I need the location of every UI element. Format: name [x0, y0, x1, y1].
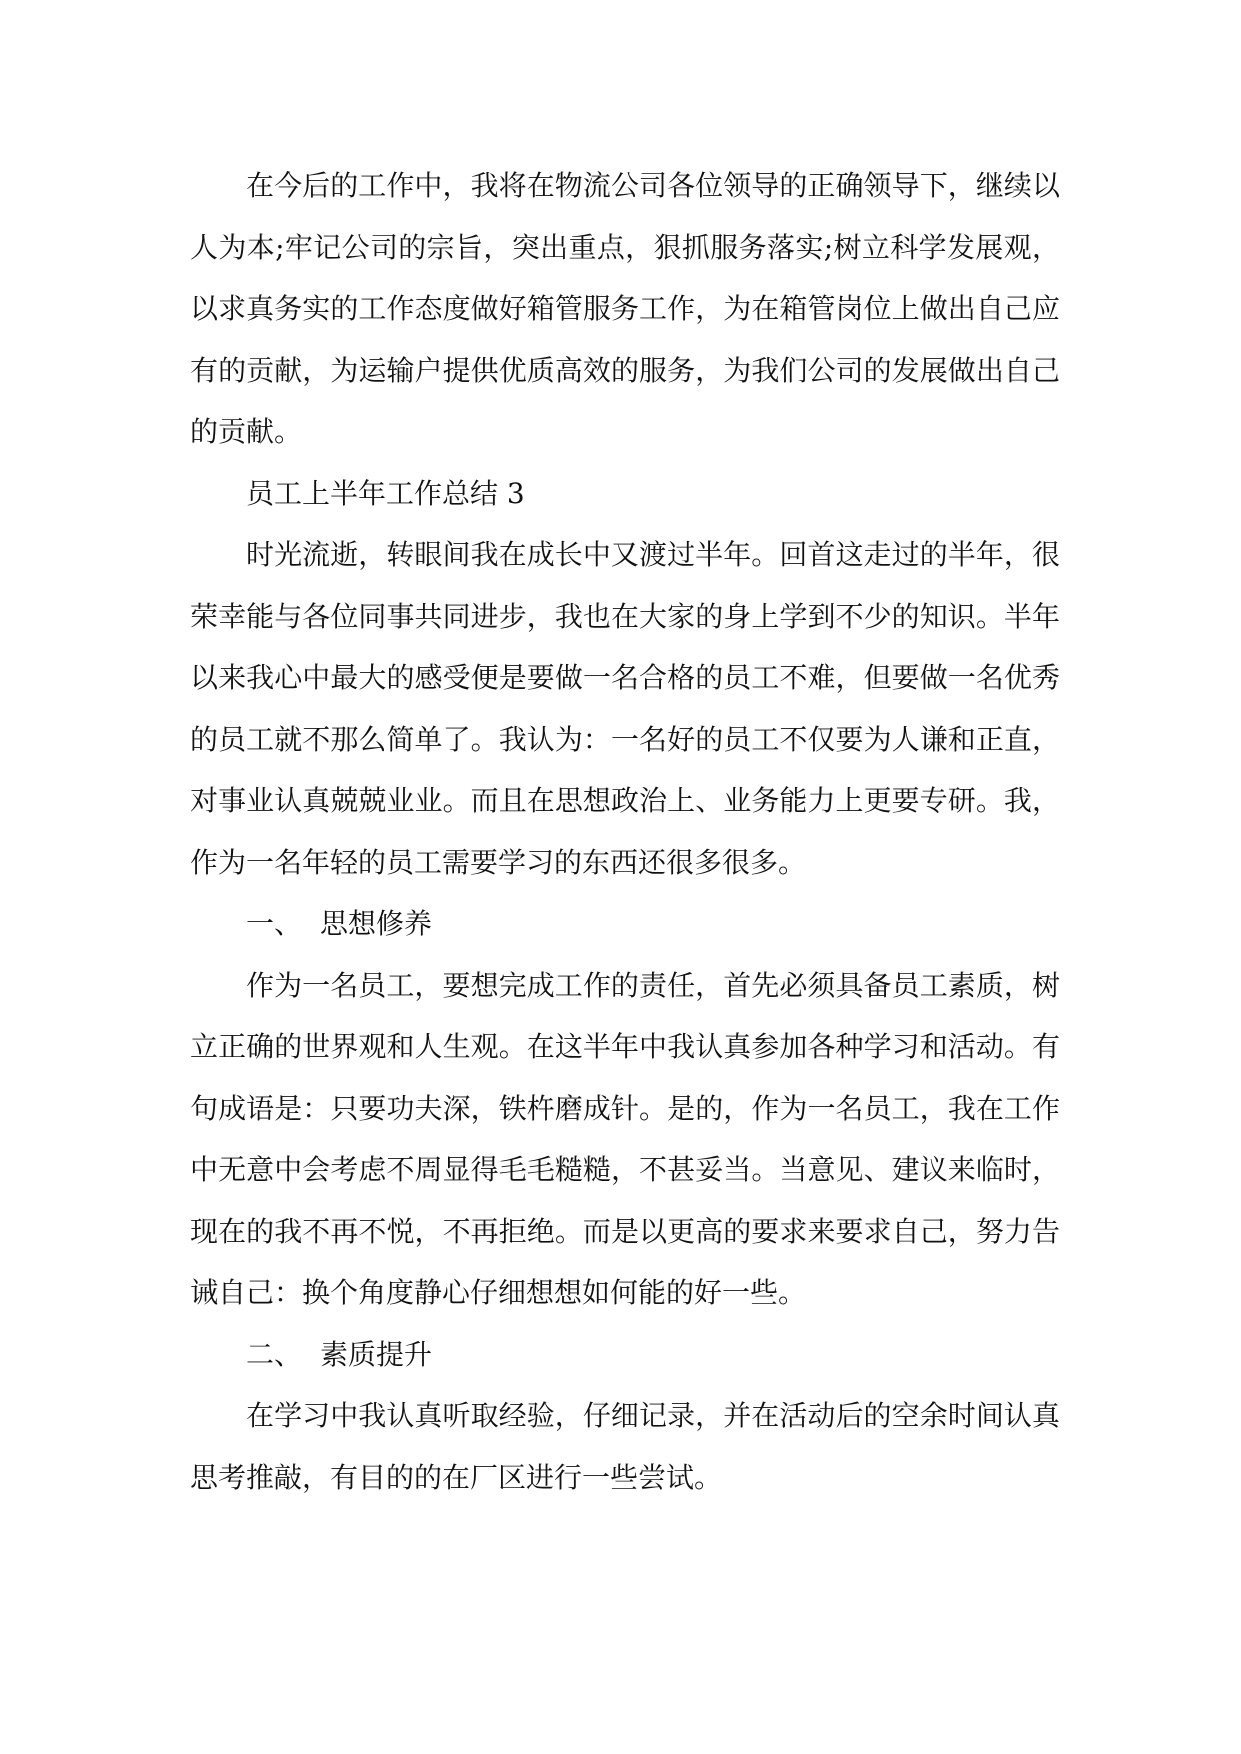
section-heading-2 — [190, 1324, 1060, 1386]
section-title-1: 思想修养 — [320, 907, 433, 940]
document-body — [190, 155, 1060, 1508]
paragraph-section-2: 在学习中我认真听取经验，仔细记录，并在活动后的空余时间认真思考推敲，有目的的在厂区进行一些尝试。 — [190, 1399, 1060, 1494]
paragraph-intro: 时光流逝，转眼间我在成长中又渡过半年。回首这走过的半年，很荣幸能与各位同事共同进步，我也在大家的身上学到不少的知识。半年以来我心中最大的感受便是要做一名合格的员工不难，但要做一名优秀的员工就不那么简单了。我认为：一名好的员工不仅要为人谦和正直，对事业认真兢兢业业。而且在思想政治上、业务能力上更要专研。我，作为一名年轻的员工需要学习的东西还很多很多。 — [190, 538, 1060, 879]
section-title-2: 素质提升 — [320, 1337, 433, 1371]
section-number-1: 一、 — [246, 907, 303, 940]
summary-title: 员工上半年工作总结 3 — [246, 476, 525, 510]
section-number-2: 二、 — [246, 1337, 303, 1371]
paragraph-section-1: 作为一名员工，要想完成工作的责任，首先必须具备员工素质，树立正确的世界观和人生观。在这半年中我认真参加各种学习和活动。有句成语是：只要功夫深，铁杵磨成针。是的，作为一名员工，我在工作中无意中会考虑不周显得毛毛糙糙，不甚妥当。当意见、建议来临时，现在的我不再不悦，不再拒绝。而是以更高的要求来要求自己，努力告诫自己：换个角度静心仔细想想如何能的好一些。 — [190, 968, 1060, 1309]
paragraph-conclusion: 在今后的工作中，我将在物流公司各位领导的正确领导下，继续以人为本;牢记公司的宗旨，突出重点，狠抓服务落实;树立科学发展观，以求真务实的工作态度做好箱管服务工作，为在箱管岗位上做出自己应有的贡献，为运输户提供优质高效的服务，为我们公司的发展做出自己的贡献。 — [190, 169, 1060, 448]
section-heading-1 — [190, 893, 1060, 955]
